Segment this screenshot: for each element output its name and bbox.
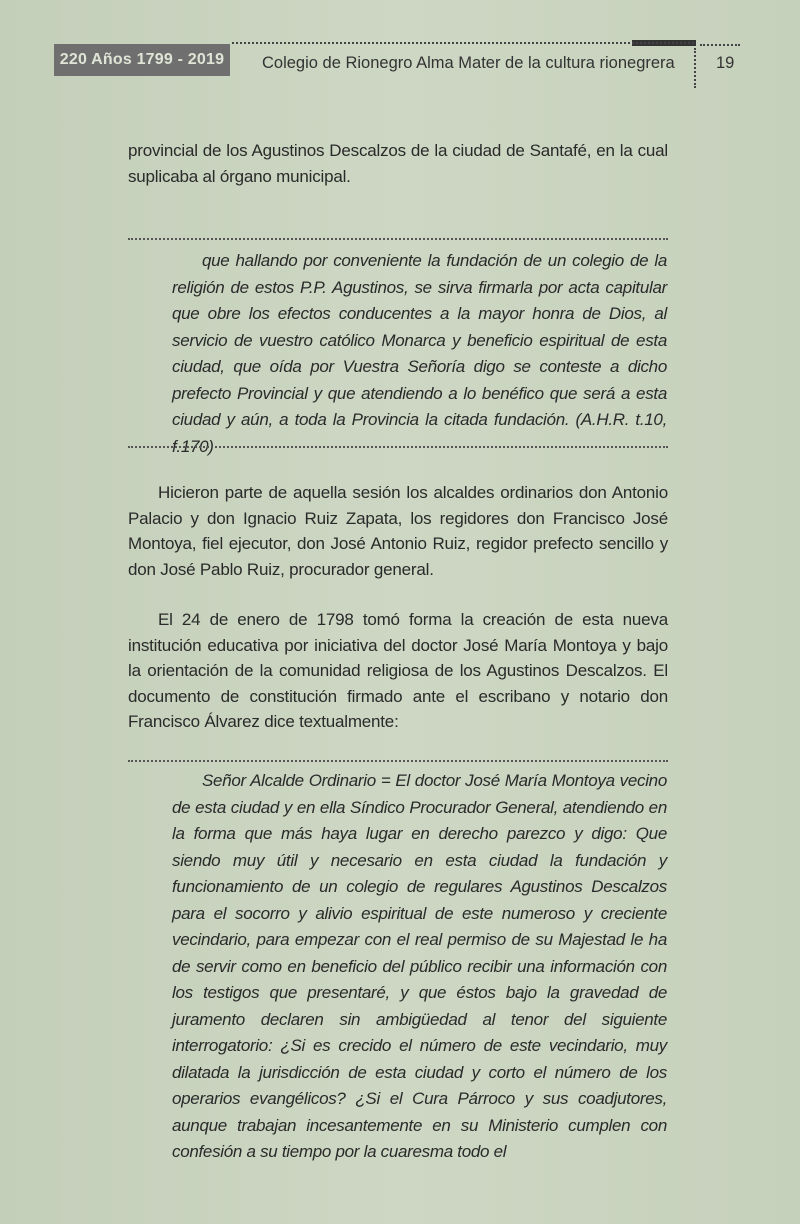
paragraph-session: Hicieron parte de aquella sesión los alcaldes ordinarios don Antonio Palacio y don Ignacio Ruiz Zapata, los regidores don Francisco José Montoya, fiel ejecutor, don José Antonio Ruiz, regidor prefecto sencillo y don José Pablo Ruiz, procurador general. — [128, 483, 668, 579]
header-dotted-rule — [232, 42, 694, 44]
quote-two: Señor Alcalde Ordinario = El doctor José María Montoya vecino de esta ciudad y en ella Síndico Procurador General, atendiendo en la forma que más haya lugar en derecho parezco y digo: Que siendo muy útil y necesario en esta ciudad la fundación y funcionamiento de un colegio de regulares Agustinos Descalzos para el socorro y alivio espiritual de este numeroso y creciente vecindario, para empezar con el real permiso de su Majestad le ha de servir como en beneficio del público recibir una información con los testigos que presentaré, y que éstos bajo la gravedad de juramento declaren sin ambigüedad al tenor del siguiente interrogatorio: ¿Si es crecido el número de este vecindario, muy dilatada la jurisdicción de esta ciudad y corto el número de los operarios evangélicos? ¿Si el Cura Párroco y sus coadjutores, aunque trabajan incesantemente en su Ministerio cumplen con confesión a su tiempo por la cuaresma todo el — [172, 771, 667, 1161]
quote-top-rule — [128, 238, 668, 240]
paragraph-foundation: El 24 de enero de 1798 tomó forma la creación de esta nueva institución educativa por iniciativa del doctor José María Montoya y bajo la orientación de la comunidad religiosa de los Agustinos Descalzos. El documento de constitución firmado ante el escribano y notario don Francisco Álvarez dice textualmente: — [128, 610, 668, 731]
header-dotted-rule-right — [700, 44, 740, 46]
anniversary-badge: 220 Años 1799 - 2019 — [54, 44, 230, 76]
intro-paragraph: provincial de los Agustinos Descalzos de la ciudad de Santafé, en la cual suplicaba al órgano municipal. — [128, 141, 668, 186]
quote-one: que hallando por conveniente la fundación de un colegio de la religión de estos P.P. Agustinos, se sirva firmarla por acta capitular que obre los efectos conducentes a la mayor honra de Dios, al servicio de vuestro católico Monarca y beneficio espiritual de esta ciudad, que oída por Vuestra Señoría digo se conteste a dicho prefecto Provincial y que atendiendo a lo benéfico que será a esta ciudad y aún, a toda la Provincia la citada fundación. (A.H.R. t.10, f.170) — [172, 251, 667, 456]
quote-two-top-rule — [128, 760, 668, 762]
header-divider — [694, 48, 696, 88]
quote-bottom-rule — [128, 446, 668, 448]
running-title: Colegio de Rionegro Alma Mater de la cultura rionegrera — [262, 54, 675, 72]
page-number: 19 — [716, 54, 735, 72]
